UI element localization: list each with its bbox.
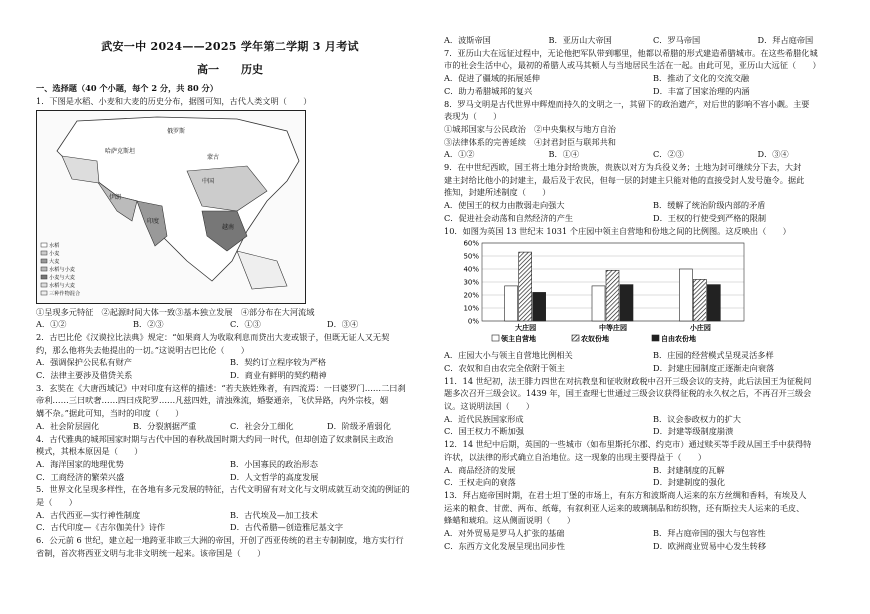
x-tick-label: 大庄园	[515, 324, 537, 333]
bar-2	[707, 285, 720, 321]
q9-option-b[interactable]: B．缓解了统治阶级内部的矛盾	[653, 200, 766, 211]
q2-option-a[interactable]: A．强调保护公民私有财产	[36, 357, 132, 368]
q11-option-d[interactable]: D．封建等级制度崩溃	[653, 426, 734, 437]
q4-options-row	[36, 471, 424, 484]
q2-line: 2．古巴比伦《汉谟拉比法典》规定：“如果商人为收取利息而贷出大麦或银子，但既无证人又无契	[36, 331, 390, 342]
q2-option-c[interactable]: C．法律主要涉及借贷关系	[36, 370, 133, 381]
map-label-vietnam: 越南	[222, 223, 235, 231]
q13-line: 运来的粮食、甘蔗、两布、纸莓，有叙利亚人运来的玻璃制品和纺织物，还有斯拉夫人运来的毛皮、	[444, 502, 805, 513]
legend-label: 农奴份地	[581, 335, 609, 344]
svg-text:三种作物混合: 三种作物混合	[49, 290, 81, 297]
q12-option-b[interactable]: B．封建制度的瓦解	[653, 464, 725, 475]
q9-line: 推知，封建所述制度（ ）	[444, 187, 551, 198]
bar-0	[679, 269, 692, 321]
q12-option-d[interactable]: D．封建制度的强化	[653, 477, 726, 488]
manor-bar-chart	[452, 239, 752, 349]
map-label-india: 印度	[147, 217, 160, 225]
legend-label: 自由农份地	[661, 335, 696, 344]
q1-options	[36, 318, 424, 331]
q10-option-a[interactable]: A．庄园大小与领主自营地比例相关	[444, 350, 573, 361]
crop-distribution-map	[36, 110, 306, 304]
q7-options-row	[444, 85, 862, 98]
q4-line: 模式，其根本原因是（ ）	[36, 446, 143, 457]
q1-option-d[interactable]: D．③④	[327, 319, 359, 330]
q13-options-row	[444, 527, 862, 540]
q13-option-a[interactable]: A．对外贸易是罗马人扩张的基础	[444, 528, 565, 539]
legend-swatch	[572, 335, 579, 341]
legend-swatch	[492, 335, 499, 341]
y-tick-label: 60%	[463, 239, 479, 248]
q13-options-row	[444, 540, 862, 553]
q7-line: 市的社会生活中心，最初的希腊人或马其顿人与当地居民生活在一起。由此可见，亚历山大远征（ ）	[444, 60, 821, 71]
q6-line: 省制，首次将西亚文明与北非文明统一起来。该帝国是（ ）	[36, 547, 266, 558]
bar-0	[592, 286, 605, 321]
q3-options	[36, 420, 424, 433]
q2-options-row	[36, 356, 424, 369]
q2-option-d[interactable]: D．商业有鲜明的契约精神	[230, 370, 327, 381]
q3-line: 帝利……三曰吠奢……四曰戍陀罗……凡兹四姓，清浊殊流，婚娶通亲，飞伏异路，内外宗枝，姻	[36, 395, 389, 406]
q3-option-d[interactable]: D．阶级矛盾弱化	[327, 420, 391, 431]
q3-line: 媾不杂。”据此可知，当时的印度（ ）	[36, 408, 184, 419]
q4-option-d[interactable]: D．人文哲学的高度发展	[230, 471, 319, 482]
q12-option-c[interactable]: C．王权走向的衰落	[444, 477, 516, 488]
q5-option-a[interactable]: A．古代西亚—实行神性制度	[36, 509, 141, 520]
q7-option-d[interactable]: D．丰富了国家治理的内涵	[653, 85, 750, 96]
q1-option-b[interactable]: B．②③	[133, 319, 164, 330]
q9-option-a[interactable]: A．使国王的权力由散弱走向强大	[444, 200, 565, 211]
q1-option-c[interactable]: C．①③	[230, 319, 261, 330]
q10-options-row	[444, 349, 862, 362]
q6-option-b[interactable]: B．亚历山大帝国	[548, 35, 612, 45]
exam-title: 武安一中 2024——2025 学年第二学期 3 月考试	[101, 40, 359, 53]
q6-option-c[interactable]: C．罗马帝国	[653, 35, 701, 45]
svg-text:小麦: 小麦	[49, 250, 60, 257]
map-label-kazakhstan: 哈萨克斯坦	[105, 147, 136, 155]
q8-item: ①城邦国家与公民政治	[444, 123, 526, 134]
q11-option-a[interactable]: A．近代民族国家形成	[444, 413, 524, 424]
q7-option-b[interactable]: B．推动了文化的交流交融	[653, 73, 750, 84]
q4-options-row	[36, 458, 424, 471]
q5-line: 5．世界文化呈现多样性，在各地有多元发展的特征，古代文明留有对文化与文明成就互动交流的例证的	[36, 484, 410, 495]
q7-option-c[interactable]: C．助力希腊城邦的复兴	[444, 85, 533, 96]
q8-line: 表现为（ ）	[444, 111, 502, 122]
q4-option-c[interactable]: C．工商经济的繁荣兴盛	[36, 471, 125, 482]
bar-1	[606, 271, 619, 322]
svg-text:水稻与小麦: 水稻与小麦	[49, 266, 75, 273]
q9-option-c[interactable]: C．促进社会动荡和自然经济的产生	[444, 212, 574, 223]
q2-line: 约，那么他将失去他提出的一切。”这说明古巴比伦（ ）	[36, 344, 249, 355]
q12-options-row	[444, 464, 862, 477]
q3-option-b[interactable]: B．分裂割据严重	[133, 420, 197, 431]
exam-subtitle: 高一 历史	[197, 63, 263, 77]
y-tick-label: 20%	[463, 291, 479, 300]
q12-line: 许状，以法律的形式确立自治地位。这一现象的出现主要得益于（ ）	[444, 451, 707, 462]
q5-line: 是（ ）	[36, 497, 77, 508]
q8-item: ④封君封臣与联邦共和	[534, 136, 616, 147]
map-graphic	[37, 111, 305, 303]
q2-option-b[interactable]: B．契约订立程序较为严格	[230, 357, 327, 368]
q3-line: 3．玄奘在《大唐西域记》中对印度有这样的描述：“若夫族姓殊者，有四流焉：一曰婆罗门……二曰刹	[36, 382, 406, 393]
q4-line: 4．古代雅典的城邦国家时期与古代中国的春秋战国时期大约同一时代，但却创造了奴隶制民主政治	[36, 433, 394, 444]
legend-label: 领主自营地	[501, 335, 536, 344]
svg-text:水稻与大麦: 水稻与大麦	[49, 282, 75, 289]
q6-options	[444, 34, 862, 47]
legend-swatch	[652, 335, 659, 341]
q6-option-a[interactable]: A．波斯帝国	[444, 35, 491, 45]
chart-svg	[452, 239, 752, 349]
q11-options-row	[444, 413, 862, 426]
q12-options-row	[444, 476, 862, 489]
map-label-mongolia: 蒙古	[207, 153, 220, 161]
q11-option-c[interactable]: C．国王权力不断加强	[444, 426, 524, 437]
q8-option-d[interactable]: D．③④	[757, 149, 789, 160]
bar-1	[519, 252, 532, 321]
y-tick-label: 0%	[467, 317, 479, 326]
q6-option-d[interactable]: D．拜占庭帝国	[757, 35, 814, 45]
q11-line: 11．14 世纪初，法王腓力四世在对抗教皇和征收财政税中召开三级会议的支持，此后法国王为征税问	[444, 375, 812, 386]
q9-line: 建主封给比他小的封建主，最后及于农民，但每一层的封建主只能对他的直接受封人发号施令。据此	[444, 174, 805, 185]
q9-line: 9．在中世纪西欧，国王将土地分封给贵族，贵族以对方为兵役义务；土地为封可继续分下去，大封	[444, 162, 802, 173]
q9-option-d[interactable]: D．王权的行使受到严格的限制	[653, 212, 767, 223]
q13-line: 13．拜占庭帝国时期，在君士坦丁堡的市场上，有东方和波斯商人运来的东方丝绸和香料，有埃及人	[444, 489, 807, 500]
svg-text:水稻: 水稻	[49, 242, 60, 249]
q5-option-c[interactable]: C．古代印度—《吉尔伽美什》诗作	[36, 522, 166, 533]
map-label-russia: 俄罗斯	[167, 127, 186, 135]
q8-item: ③法律体系的完善延续	[444, 136, 526, 147]
q5-option-d[interactable]: D．古代希腊—创造雅尼基文字	[230, 522, 344, 533]
svg-text:大麦: 大麦	[49, 258, 60, 265]
q12-line: 12．14 世纪中后期，英国的一些城市（如布里斯托尔郡、约克市）通过赎买等手段从国王手中获得特	[444, 439, 812, 450]
q8-item: ②中央集权与地方自治	[534, 123, 616, 134]
q12-option-a[interactable]: A．商品经济的发展	[444, 464, 516, 475]
q8-option-a[interactable]: A．①②	[444, 149, 475, 160]
bar-1	[693, 280, 706, 322]
section-heading: 一、选择题（40 个小题，每个 2 分，共 80 分）	[36, 83, 218, 94]
q11-options-row	[444, 425, 862, 438]
q7-line: 7．亚历山大在远征过程中，无论他把军队带到哪里，他都以希腊的形式建造希腊城市。在这些希腊化城	[444, 47, 818, 58]
q2-options-row	[36, 369, 424, 382]
q9-options-row	[444, 212, 862, 225]
q8-options	[444, 148, 862, 161]
q1-stem: 1．下图是水稻、小麦和大麦的历史分布，据图可知，古代人类文明（ ）	[36, 95, 312, 106]
right-column	[438, 0, 870, 614]
q13-option-c[interactable]: C．东西方文化发展呈现出同步性	[444, 540, 565, 551]
y-tick-label: 50%	[463, 252, 479, 261]
q10-stem: 10．如图为英国 13 世纪末 1031 个庄园中领主自营地和份地之间的比例图。这反映出（ ）	[444, 225, 791, 236]
bar-0	[505, 286, 518, 321]
svg-text:小麦与大麦: 小麦与大麦	[49, 274, 75, 281]
q10-option-d[interactable]: D．封建庄园制度正逐渐走向衰落	[653, 362, 775, 373]
q3-option-a[interactable]: A．社会阶层固化	[36, 420, 100, 431]
q13-option-d[interactable]: D．欧洲商业贸易中心发生转移	[653, 540, 767, 551]
q8-line: 8．罗马文明是古代世界中辉煌而持久的文明之一，其留下的政治遗产，对后世的影响不容小觑。主要	[444, 98, 810, 109]
q8-items-row	[444, 136, 862, 149]
bar-2	[533, 293, 546, 322]
q13-line: 蜂蜡和琥珀。这从侧面说明（ ）	[444, 515, 576, 526]
q4-option-b[interactable]: B．小国寡民的政治形态	[230, 458, 318, 469]
left-column	[0, 0, 432, 614]
x-tick-label: 中等庄园	[599, 324, 627, 333]
q10-option-c[interactable]: C．农奴和自由农完全依附于领主	[444, 362, 565, 373]
q11-option-b[interactable]: B．议会参政权力的扩大	[653, 413, 741, 424]
map-label-iran: 伊朗	[109, 193, 122, 201]
q11-line: 议。这说明法国（ ）	[444, 401, 535, 412]
q5-options-row	[36, 521, 424, 534]
q1-option-a[interactable]: A．①②	[36, 319, 67, 330]
q7-options-row	[444, 72, 862, 85]
q5-option-b[interactable]: B．古代埃及—加工技术	[230, 509, 318, 520]
q10-option-b[interactable]: B．庄园的经营模式呈现灵活多样	[653, 350, 774, 361]
q6-line: 6．公元前 6 世纪，建立起一地跨亚非欧三大洲的帝国，开创了西亚传统的君主专制制度，地方实行行	[36, 535, 404, 546]
y-tick-label: 30%	[463, 278, 479, 287]
q4-option-a[interactable]: A．海洋国家的地理优势	[36, 458, 124, 469]
x-tick-label: 小庄园	[689, 324, 711, 333]
q8-items-row	[444, 123, 862, 136]
q9-options-row	[444, 199, 862, 212]
map-label-china: 中国	[202, 177, 215, 185]
q13-option-b[interactable]: B．拜占庭帝国的强大与包容性	[653, 528, 766, 539]
q3-option-c[interactable]: C．社会分工细化	[230, 420, 294, 431]
q1-items: ①呈现多元特征 ②起源时间大体一致③基本独立发展 ④部分布在大河流域	[36, 306, 315, 317]
q8-option-c[interactable]: C．②③	[653, 149, 684, 160]
q5-options-row	[36, 509, 424, 522]
y-tick-label: 10%	[463, 304, 479, 313]
q10-options-row	[444, 362, 862, 375]
q11-line: 题多次召开三级会议。1439 年，国王查理七世通过三级会议获得征税的永久权之后，不再召开三级会	[444, 388, 812, 399]
bar-2	[620, 285, 633, 321]
q8-option-b[interactable]: B．①④	[548, 149, 580, 160]
q7-option-a[interactable]: A．促进了疆域的拓展延伸	[444, 73, 540, 84]
y-tick-label: 40%	[463, 265, 479, 274]
